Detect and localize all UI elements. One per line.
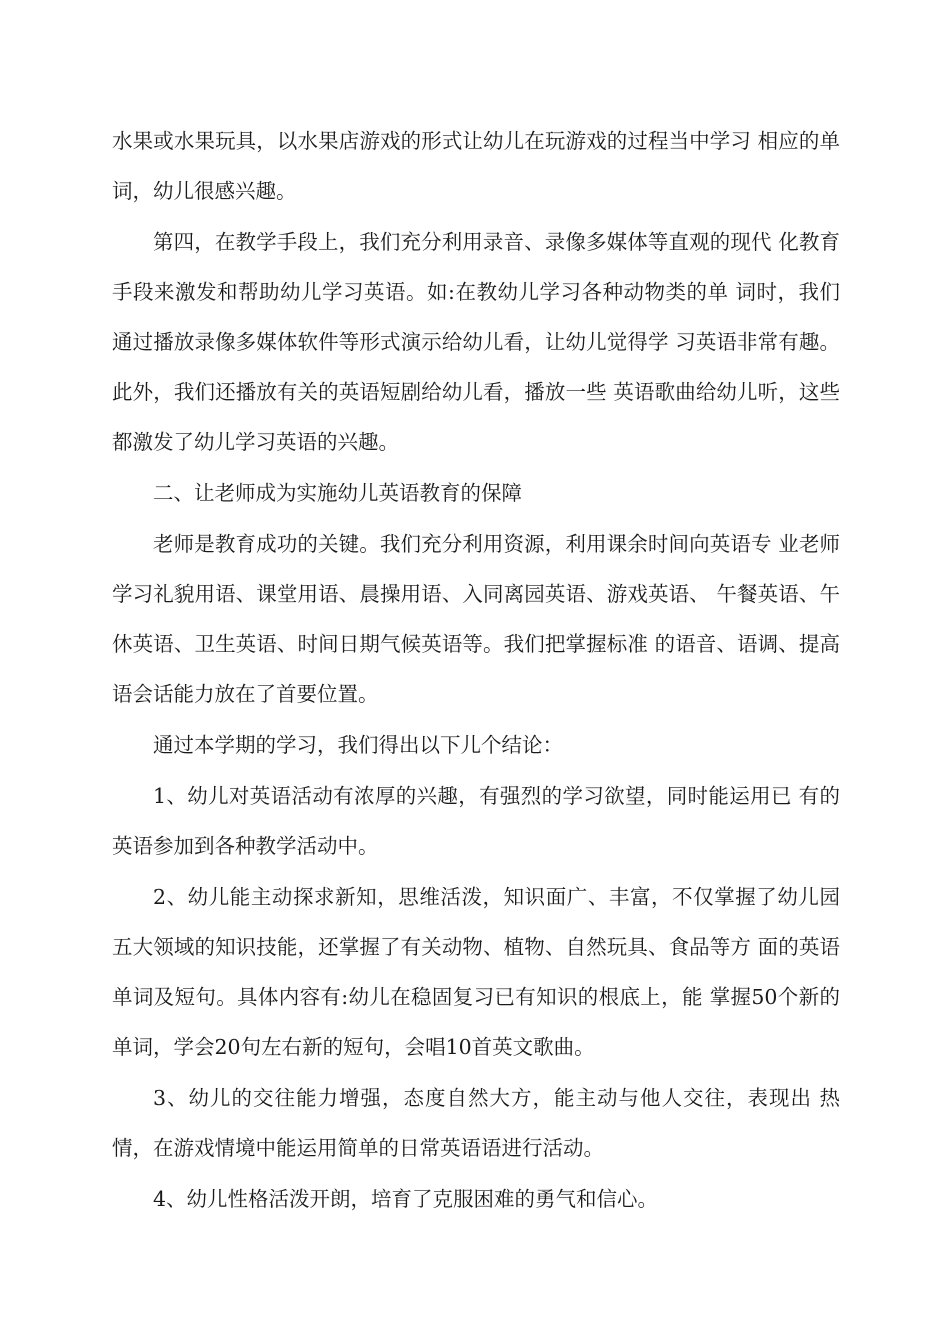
conclusion-item-4: 4、幼儿性格活泼开朗，培育了克服困难的勇气和信心。	[153, 1187, 659, 1211]
paragraph-teaching-methods: 第四，在教学手段上，我们充分利用录音、录像多媒体等直观的现代 化教育手段来激发和帮助幼儿学习英语。如:在教幼儿学习各种动物类的单 词时，我们通过播放录像多媒体软件等形式演示给幼儿看，让幼儿觉得学 习英语非常有趣。此外，我们还播放有关的英语短剧给幼儿看，播放一些 英语歌曲给幼儿听，这些都激发了幼儿学习英语的兴趣。	[112, 230, 840, 454]
paragraph-continuation: 水果或水果玩具，以水果店游戏的形式让幼儿在玩游戏的过程当中学习 相应的单词，幼儿很感兴趣。	[112, 129, 840, 203]
conclusion-item-3: 3、幼儿的交往能力增强，态度自然大方，能主动与他人交往，表现出 热情，在游戏情境中能运用简单的日常英语语进行活动。	[112, 1086, 840, 1160]
paragraph-teachers: 老师是教育成功的关键。我们充分利用资源，利用课余时间向英语专 业老师学习礼貌用语、课堂用语、晨操用语、入同离园英语、游戏英语、 午餐英语、午休英语、卫生英语、时间日期气候英语等。我们把掌握标准 的语音、语调、提高语会话能力放在了首要位置。	[112, 532, 840, 706]
section-heading-teachers: 二、让老师成为实施幼儿英语教育的保障	[153, 481, 522, 505]
document-body	[112, 116, 840, 1225]
conclusion-item-2: 2、幼儿能主动探求新知，思维活泼，知识面广、丰富，不仅掌握了幼儿园五大领域的知识技能，还掌握了有关动物、植物、自然玩具、食品等方 面的英语单词及短句。具体内容有:幼儿在稳固复习已有知识的根底上，能 掌握50个新的单词，学会20句左右新的短句，会唱10首英文歌曲。	[112, 885, 840, 1059]
conclusion-item-1: 1、幼儿对英语活动有浓厚的兴趣，有强烈的学习欲望，同时能运用已 有的英语参加到各种教学活动中。	[112, 784, 840, 858]
paragraph-conclusions-intro: 通过本学期的学习，我们得出以下儿个结论：	[153, 733, 563, 757]
